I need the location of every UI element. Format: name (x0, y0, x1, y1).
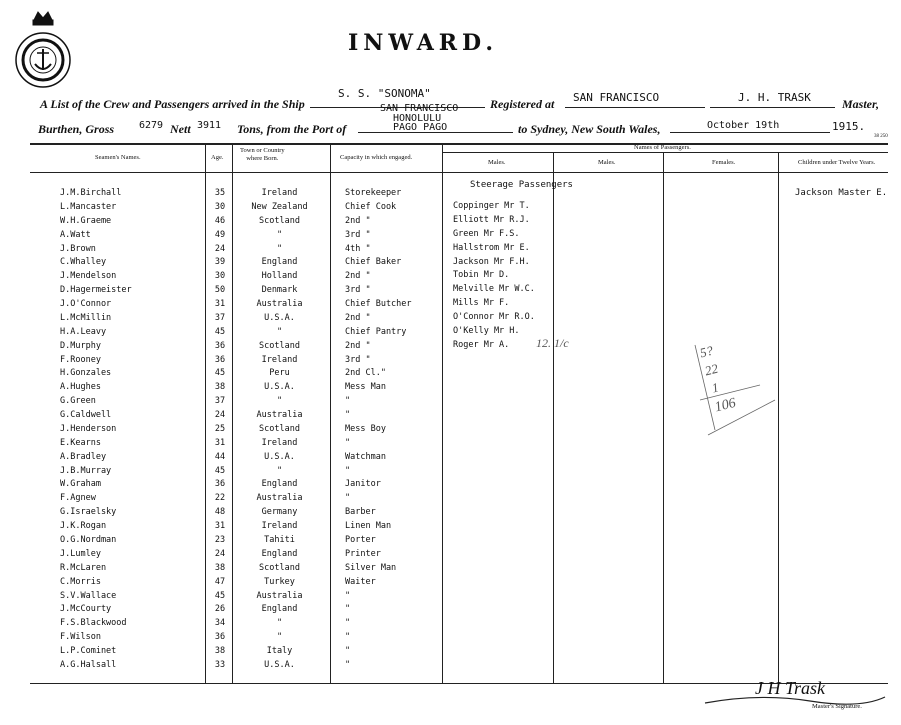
crew-name: R.McLaren (60, 562, 107, 573)
crew-name: L.P.Cominet (60, 646, 117, 657)
crew-age: 45 (214, 590, 226, 601)
crew-capacity: " (345, 590, 351, 601)
crew-town: Italy (266, 646, 293, 657)
crew-town: Tahiti (264, 535, 295, 545)
child-passenger: Jackson Master E. (795, 188, 888, 198)
crew-age: 25 (214, 423, 226, 434)
form-number: 38 250 (874, 134, 888, 139)
crew-capacity: Silver Man (345, 562, 397, 573)
col-age: Age. (211, 154, 224, 161)
crew-age: 36 (214, 340, 226, 351)
crew-capacity: Chief Cook (345, 201, 397, 212)
crew-town: New Zealand (251, 201, 308, 212)
col-children: Children under Twelve Years. (798, 159, 876, 166)
crew-capacity: Barber (345, 507, 376, 518)
passenger-name: Green Mr F.S. (453, 228, 520, 239)
col-passengers: Names of Passengers. (634, 144, 691, 151)
burthen-label: Burthen, Gross (38, 122, 115, 136)
passenger-name: Tobin Mr D. (453, 270, 510, 281)
crew-age: 30 (214, 201, 226, 212)
crew-age: 48 (214, 507, 226, 518)
crew-capacity: 3rd " (345, 285, 371, 296)
ship-name: S. S. "SONOMA" (338, 87, 431, 100)
crew-age: 24 (214, 548, 226, 559)
crew-town: England (261, 604, 298, 615)
crew-capacity: Chief Pantry (345, 326, 407, 337)
passenger-name: Elliott Mr R.J. (453, 214, 530, 225)
pencil-sum-4: 106 (713, 395, 738, 416)
crew-name: A.Hughes (60, 382, 101, 393)
crew-capacity: " (345, 396, 351, 407)
crew-capacity: Printer (345, 548, 381, 559)
crew-town: " (276, 396, 283, 407)
crew-town: Ireland (261, 354, 298, 365)
crew-town: Ireland (261, 188, 298, 198)
crew-capacity: " (345, 493, 351, 504)
crew-capacity: " (345, 659, 351, 670)
crew-name: J.O'Connor (60, 299, 112, 310)
crew-town: " (276, 465, 283, 476)
crew-town: Denmark (261, 285, 298, 296)
gross-tons: 6279 (139, 120, 164, 131)
crew-town: Scotland (259, 340, 300, 351)
crew-town: U.S.A. (264, 659, 295, 670)
crew-name: A.Watt (60, 229, 91, 240)
crew-age: 23 (214, 535, 226, 545)
crew-town: England (261, 479, 298, 490)
crew-age: 45 (214, 368, 226, 379)
pencil-sum-3: 1 (710, 379, 721, 396)
crew-age: 38 (214, 382, 226, 393)
crew-capacity: 3rd " (345, 229, 371, 240)
crew-age: 24 (214, 243, 226, 254)
crew-town: England (261, 548, 298, 559)
crew-name: A.G.Halsall (60, 659, 117, 670)
crew-age: 31 (214, 437, 226, 448)
nett-tons: 3911 (197, 120, 222, 131)
crew-town: England (261, 257, 298, 268)
crew-capacity: " (345, 604, 351, 615)
crew-town: " (276, 243, 283, 254)
pencil-note: 12. 1/c (536, 336, 569, 350)
master-name: J. H. TRASK (738, 91, 811, 104)
nett-label: Nett (170, 122, 191, 136)
passenger-name: Coppinger Mr T. (453, 201, 530, 211)
pencil-sum-2: 22 (703, 360, 720, 379)
crew-town: Holland (261, 271, 298, 282)
passenger-name: O'Kelly Mr H. (453, 325, 520, 336)
crew-age: 38 (214, 646, 226, 657)
crew-age: 22 (214, 493, 226, 504)
crew-name: J.K.Rogan (60, 521, 107, 532)
crew-age: 46 (214, 215, 226, 226)
crew-name: F.S.Blackwood (60, 618, 127, 629)
col-town-born: Town or Country where Born. (240, 147, 285, 162)
crew-capacity: 2nd " (345, 215, 371, 226)
crew-town: Peru (269, 368, 290, 379)
crew-age: 33 (214, 659, 226, 670)
crew-town: U.S.A. (264, 382, 295, 393)
crew-name: J.M.Birchall (60, 188, 122, 198)
crew-name: H.Gonzales (60, 368, 112, 379)
shipping-office-seal (12, 10, 74, 90)
crew-capacity: Chief Butcher (345, 299, 412, 310)
crew-name: F.Wilson (60, 632, 101, 643)
crew-age: 36 (214, 479, 226, 490)
crew-name: S.V.Wallace (60, 590, 117, 601)
crew-capacity: " (345, 632, 351, 643)
crew-name: G.Israelsky (60, 507, 117, 518)
master-signature: J H Trask (755, 678, 826, 698)
crew-age: 34 (214, 618, 226, 629)
crew-age: 24 (214, 410, 226, 421)
crew-name: C.Whalley (60, 257, 107, 268)
crew-town: " (276, 632, 283, 643)
crew-town: U.S.A. (264, 312, 295, 323)
crew-name: W.Graham (60, 479, 101, 490)
crew-capacity: 3rd " (345, 354, 371, 365)
registered-label: Registered at (490, 97, 555, 111)
crew-age: 49 (214, 229, 226, 240)
crew-town: U.S.A. (264, 451, 295, 462)
crew-town: " (276, 618, 283, 629)
header-line1-prefix: A List of the Crew and Passengers arrived in the Ship (40, 97, 305, 111)
passenger-name: O'Connor Mr R.O. (453, 312, 535, 323)
crew-town: Australia (256, 493, 303, 504)
crew-capacity: Storekeeper (345, 188, 402, 198)
pencil-sum-1: 5? (698, 342, 715, 361)
crew-town: Ireland (261, 521, 298, 532)
crew-name: E.Kearns (60, 437, 101, 448)
to-sydney-label: to Sydney, New South Wales, (518, 122, 661, 136)
crew-name: D.Murphy (60, 340, 101, 351)
crew-name: J.B.Murray (60, 465, 112, 476)
port-3: PAGO PAGO (393, 122, 448, 133)
crew-age: 36 (214, 354, 226, 365)
crew-capacity: Waiter (345, 576, 376, 587)
crew-capacity: 2nd Cl." (345, 368, 386, 379)
crew-town: Turkey (264, 576, 295, 587)
crew-name: O.G.Nordman (60, 535, 117, 545)
crew-town: Scotland (259, 215, 300, 226)
passenger-name: Mills Mr F. (453, 298, 510, 309)
crew-name: J.McCourty (60, 604, 112, 615)
col-males-1: Males. (488, 159, 506, 166)
col-seamen-names: Seamen's Names. (95, 154, 141, 161)
crew-capacity: Janitor (345, 479, 381, 490)
arrival-date: October 19th (707, 120, 780, 131)
crew-age: 30 (214, 271, 226, 282)
crew-capacity: 4th " (345, 243, 371, 254)
crew-age: 26 (214, 604, 226, 615)
crew-town: Scotland (259, 423, 300, 434)
crew-capacity: Porter (345, 535, 376, 545)
crew-town: Scotland (259, 562, 300, 573)
crew-capacity: 2nd " (345, 340, 371, 351)
crew-capacity: Mess Man (345, 382, 386, 393)
port-2: HONOLULU (393, 113, 442, 124)
crew-age: 50 (214, 285, 226, 296)
crew-name: J.Lumley (60, 548, 101, 559)
crew-name: L.McMillin (60, 312, 112, 323)
crew-capacity: Chief Baker (345, 257, 402, 268)
crew-age: 45 (214, 465, 226, 476)
crew-capacity: " (345, 618, 351, 629)
col-females: Females. (712, 159, 736, 166)
passenger-name: Hallstrom Mr E. (453, 242, 530, 253)
port-1: SAN FRANCISCO (380, 103, 459, 114)
document-title: INWARD. (348, 30, 499, 56)
crew-town: " (276, 326, 283, 337)
year: 1915. (832, 120, 866, 133)
pencil-strokes (690, 340, 790, 440)
crew-age: 44 (214, 451, 226, 462)
crew-name: H.A.Leavy (60, 326, 107, 337)
crew-age: 36 (214, 632, 226, 643)
crew-age: 31 (214, 521, 226, 532)
crew-age: 45 (214, 326, 226, 337)
crew-name: J.Mendelson (60, 271, 117, 282)
crew-name: L.Mancaster (60, 201, 117, 212)
crew-capacity: 2nd " (345, 312, 371, 323)
crew-town: Australia (256, 299, 303, 310)
crew-town: Australia (256, 590, 303, 601)
crew-name: G.Green (60, 396, 96, 407)
crew-name: W.H.Graeme (60, 215, 112, 226)
steerage-heading: Steerage Passengers (470, 180, 573, 190)
crew-age: 47 (214, 576, 226, 587)
crew-name: J.Brown (60, 243, 96, 254)
crew-age: 38 (214, 562, 226, 573)
passenger-name: Roger Mr A. (453, 339, 510, 350)
crew-town: Australia (256, 410, 303, 421)
crew-name: D.Hagermeister (60, 285, 132, 296)
col-capacity: Capacity in which engaged. (340, 154, 413, 161)
crew-age: 37 (214, 396, 226, 407)
crew-capacity: Mess Boy (345, 423, 386, 434)
crew-age: 31 (214, 299, 226, 310)
col-males-2: Males. (598, 159, 616, 166)
crew-capacity: " (345, 465, 351, 476)
crew-age: 39 (214, 257, 226, 268)
passenger-name: Jackson Mr F.H. (453, 256, 530, 267)
crew-capacity: " (345, 646, 351, 657)
registered-port: SAN FRANCISCO (573, 91, 660, 104)
crew-capacity: Linen Man (345, 521, 392, 532)
crew-name: A.Bradley (60, 451, 107, 462)
crew-age: 35 (214, 188, 226, 198)
tons-from-port-label: Tons, from the Port of (237, 122, 347, 136)
crew-name: C.Morris (60, 576, 101, 587)
passenger-name: Melville Mr W.C. (453, 284, 535, 295)
crew-capacity: " (345, 410, 351, 421)
crew-town: Ireland (261, 437, 298, 448)
master-label: Master, (842, 97, 880, 111)
crew-name: F.Agnew (60, 493, 96, 504)
crew-name: G.Caldwell (60, 410, 112, 421)
crew-capacity: " (345, 437, 351, 448)
crew-town: " (276, 229, 283, 240)
crew-town: Germany (261, 507, 298, 518)
crew-name: J.Henderson (60, 423, 117, 434)
crew-capacity: 2nd " (345, 271, 371, 282)
crew-capacity: Watchman (345, 451, 386, 462)
crew-age: 37 (214, 312, 226, 323)
crew-name: F.Rooney (60, 354, 101, 365)
signature-label: Master's Signature. (812, 703, 862, 710)
